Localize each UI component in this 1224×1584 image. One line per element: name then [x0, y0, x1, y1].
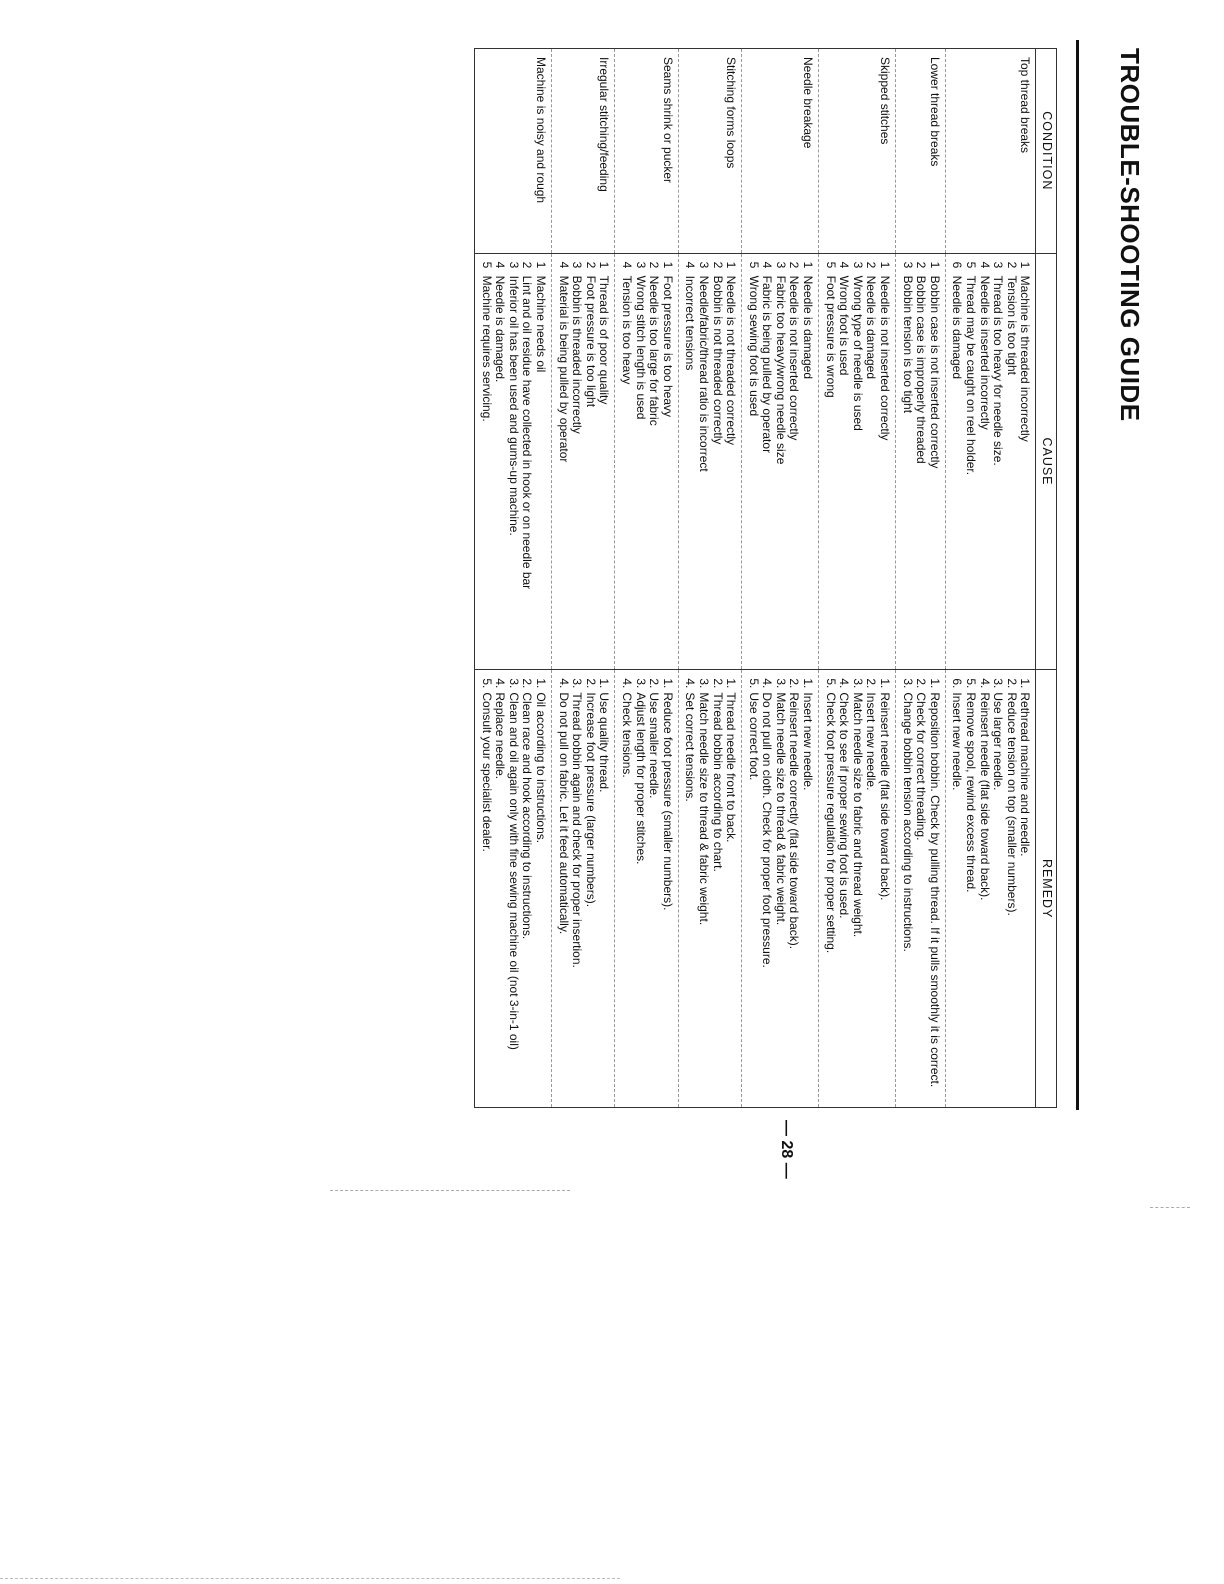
item-text: Needle is not threaded correctly: [724, 275, 739, 446]
cause-item: [1018, 262, 1032, 662]
item-text: Machine requires servicing.: [479, 275, 494, 422]
remedy-item: [724, 678, 738, 1099]
item-number: 1.: [597, 678, 612, 689]
remedy-item: [977, 678, 991, 1099]
cause-cell: [552, 253, 615, 670]
item-number: 1: [534, 261, 548, 269]
item-text: Insert new needle.: [950, 692, 965, 791]
item-text: Needle is damaged: [950, 275, 965, 380]
remedy-item: [660, 678, 674, 1099]
table-row: [615, 49, 678, 1108]
cause-item: [864, 262, 878, 662]
item-text: Foot pressure is too heavy: [660, 275, 675, 418]
item-text: Needle is damaged: [864, 275, 879, 380]
item-number: 1.: [724, 678, 739, 689]
remedy-item: [773, 678, 787, 1099]
item-number: 2: [583, 261, 598, 269]
item-text: Tension is too heavy: [619, 275, 634, 385]
item-number: 2: [864, 261, 879, 269]
item-number: 3.: [991, 678, 1006, 689]
cause-item: [583, 262, 597, 662]
condition-cell: Skipped stitches: [819, 49, 896, 254]
title-rule: [1076, 40, 1079, 1110]
item-number: 2: [520, 261, 535, 269]
remedy-item: [710, 678, 724, 1099]
item-text: Replace needle.: [493, 692, 508, 780]
cause-cell: [945, 253, 1036, 670]
cause-cell: [615, 253, 678, 670]
scan-artifact-line: [330, 1190, 570, 1191]
cause-item: [660, 262, 674, 662]
item-text: Bobbin tension is too tight: [900, 275, 915, 414]
item-number: 1.: [878, 678, 893, 689]
item-number: 1: [801, 261, 816, 269]
cause-item: [696, 262, 710, 662]
item-number: 2: [647, 261, 662, 269]
item-number: 2.: [647, 678, 662, 689]
remedy-item: [801, 678, 815, 1099]
item-text: Thread is too heavy for needle size.: [991, 275, 1006, 466]
item-number: 4: [760, 261, 775, 269]
item-number: 3: [696, 261, 711, 269]
item-number: 4.: [760, 678, 775, 689]
item-number: 5.: [479, 678, 494, 689]
cause-item: [493, 262, 507, 662]
cause-item: [570, 262, 584, 662]
cause-item: [710, 262, 724, 662]
item-text: Needle is not inserted correctly: [787, 275, 802, 441]
item-number: 5: [479, 261, 494, 269]
item-text: Use quality thread.: [597, 692, 612, 793]
item-number: 3: [633, 261, 648, 269]
item-number: 1.: [534, 678, 548, 689]
item-text: Thread may be caught on reel holder.: [964, 275, 979, 476]
remedy-item: [850, 678, 864, 1099]
item-text: Do not pull on fabric. Let it feed automatically.: [556, 692, 571, 935]
item-number: 1: [878, 261, 893, 269]
item-text: Needle/fabric/thread ratio is incorrect: [696, 275, 711, 472]
item-text: Use larger needle.: [991, 692, 1006, 791]
item-number: 4: [493, 261, 508, 269]
scan-artifact-line: [0, 1578, 620, 1579]
item-text: Fabric is being pulled by operator: [760, 275, 775, 454]
cause-item: [914, 262, 928, 662]
remedy-cell: [819, 670, 896, 1108]
condition-header: CONDITION: [1036, 49, 1057, 254]
item-text: Reinsert needle (flat side toward back).: [977, 692, 992, 901]
item-number: 2: [787, 261, 802, 269]
condition-cell: Irregular stitching/feeding: [552, 49, 615, 254]
item-number: 5: [964, 261, 979, 269]
item-number: 5: [746, 261, 761, 269]
item-number: 3: [850, 261, 865, 269]
item-number: 3.: [570, 678, 585, 689]
item-text: Foot pressure is too light: [583, 275, 598, 408]
item-number: 1.: [927, 678, 942, 689]
item-text: Reduce tension on top (smaller numbers).: [1004, 692, 1019, 916]
item-text: Inferior oil has been used and gums-up machine.: [506, 275, 521, 536]
cause-cell: [678, 253, 741, 670]
item-number: 3.: [696, 678, 711, 689]
remedy-cell: [945, 670, 1036, 1108]
item-number: 6.: [950, 678, 965, 689]
scan-artifact-line: [1150, 1207, 1190, 1208]
item-number: 3.: [850, 678, 865, 689]
item-number: 5.: [964, 678, 979, 689]
item-text: Thread bobbin again and check for proper insertion.: [570, 692, 585, 968]
remedy-item: [963, 678, 977, 1099]
remedy-item: [787, 678, 801, 1099]
item-text: Wrong type of needle is used: [850, 275, 865, 431]
remedy-item: [647, 678, 661, 1099]
item-text: Thread bobbin according to chart.: [710, 692, 725, 872]
item-text: Adjust length for proper stitches.: [633, 692, 648, 865]
item-number: 2: [1004, 261, 1019, 269]
item-text: Change bobbin tension according to instructions.: [900, 692, 915, 952]
table-body: [475, 49, 1036, 1108]
cause-item: [900, 262, 914, 662]
cause-item: [760, 262, 774, 662]
item-text: Reduce foot pressure (smaller numbers).: [660, 692, 675, 911]
remedy-item: [683, 678, 697, 1099]
item-number: 4: [977, 261, 992, 269]
item-number: 2.: [864, 678, 879, 689]
item-number: 3.: [633, 678, 648, 689]
cause-cell: [742, 253, 819, 670]
item-text: Machine needs oil: [534, 275, 548, 373]
item-text: Match needle size to fabric and thread weight.: [850, 692, 865, 938]
item-number: 2: [710, 261, 725, 269]
remedy-cell: [742, 670, 819, 1108]
cause-cell: [896, 253, 946, 670]
remedy-item: [760, 678, 774, 1099]
item-number: 2.: [520, 678, 535, 689]
cause-item: [877, 262, 891, 662]
cause-item: [773, 262, 787, 662]
item-text: Check tensions.: [619, 692, 634, 778]
item-number: 1.: [660, 678, 675, 689]
cause-item: [746, 262, 760, 662]
item-text: Wrong stitch length is used: [633, 275, 648, 420]
remedy-item: [520, 678, 534, 1099]
cause-item: [850, 262, 864, 662]
remedy-item: [556, 678, 570, 1099]
item-text: Wrong foot is used: [837, 275, 852, 376]
condition-cell: Lower thread breaks: [896, 49, 946, 254]
cause-item: [991, 262, 1005, 662]
cause-item: [647, 262, 661, 662]
remedy-item: [619, 678, 633, 1099]
condition-cell: Seams shrink or pucker: [615, 49, 678, 254]
remedy-header: REMEDY: [1036, 670, 1057, 1108]
item-text: Set correct tensions.: [683, 692, 698, 802]
remedy-item: [1004, 678, 1018, 1099]
item-text: Material is being pulled by operator: [556, 275, 571, 463]
remedy-item: [823, 678, 837, 1099]
item-number: 2: [914, 261, 929, 269]
item-number: 2.: [914, 678, 929, 689]
item-text: Do not pull on cloth. Check for proper foot pressure.: [760, 692, 775, 968]
item-number: 2.: [583, 678, 598, 689]
item-text: Match needle size to thread & fabric weight.: [696, 692, 711, 926]
item-text: Needle is damaged: [801, 275, 816, 380]
remedy-item: [570, 678, 584, 1099]
item-text: Use correct foot.: [746, 692, 761, 781]
remedy-item: [506, 678, 520, 1099]
item-number: 3.: [900, 678, 915, 689]
item-text: Machine is threaded incorrectly: [1018, 275, 1033, 442]
table-row: [552, 49, 615, 1108]
table-row: [896, 49, 946, 1108]
cause-item: [533, 262, 547, 662]
item-number: 6: [950, 261, 965, 269]
cause-item: [619, 262, 633, 662]
remedy-item: [533, 678, 547, 1099]
item-number: 4.: [683, 678, 698, 689]
remedy-cell: [475, 670, 552, 1108]
remedy-cell: [678, 670, 741, 1108]
table-row: [475, 49, 552, 1108]
item-text: Remove spool, rewind excess thread.: [964, 692, 979, 893]
item-text: Match needle size to thread & fabric weight.: [773, 692, 788, 926]
cause-item: [823, 262, 837, 662]
remedy-item: [837, 678, 851, 1099]
cause-item: [963, 262, 977, 662]
item-text: Increase foot pressure (larger numbers).: [583, 692, 598, 908]
item-text: Rethread machine and needle.: [1018, 692, 1033, 857]
remedy-item: [950, 678, 964, 1099]
cause-item: [683, 262, 697, 662]
remedy-item: [633, 678, 647, 1099]
item-text: Bobbin case is improperly threaded: [914, 275, 929, 464]
item-text: Needle is too large for fabric: [647, 275, 662, 426]
page-title: TROUBLE-SHOOTING GUIDE: [1115, 48, 1145, 422]
item-text: Lint and oil residue have collected in hook or on needle bar: [520, 275, 535, 590]
cause-item: [977, 262, 991, 662]
remedy-item: [479, 678, 493, 1099]
item-number: 1: [660, 261, 675, 269]
remedy-item: [991, 678, 1005, 1099]
remedy-cell: [615, 670, 678, 1108]
item-text: Needle is inserted incorrectly: [977, 275, 992, 430]
item-text: Thread needle front to back.: [724, 692, 739, 843]
item-text: Tension is too tight: [1004, 275, 1019, 376]
remedy-item: [927, 678, 941, 1099]
item-number: 2.: [787, 678, 802, 689]
item-number: 1: [597, 261, 612, 269]
remedy-item: [900, 678, 914, 1099]
table-header: [1036, 49, 1057, 1108]
item-number: 1: [927, 261, 942, 269]
cause-item: [787, 262, 801, 662]
cause-item: [597, 262, 611, 662]
item-text: Needle is not inserted correctly: [878, 275, 893, 441]
remedy-item: [914, 678, 928, 1099]
item-number: 4: [556, 261, 571, 269]
item-number: 4.: [493, 678, 508, 689]
item-number: 3: [506, 261, 521, 269]
remedy-item: [696, 678, 710, 1099]
page-number: — 28 —: [778, 1120, 795, 1179]
item-number: 4: [619, 261, 634, 269]
remedy-item: [877, 678, 891, 1099]
remedy-item: [597, 678, 611, 1099]
item-number: 4: [683, 261, 698, 269]
cause-cell: [819, 253, 896, 670]
item-number: 5: [823, 261, 838, 269]
table-row: [678, 49, 741, 1108]
header-row: [1036, 49, 1057, 1108]
item-text: Clean and oil again only with fine sewing machine oil (not 3-in-1 oil): [506, 692, 521, 1050]
condition-cell: Needle breakage: [742, 49, 819, 254]
item-text: Foot pressure is wrong: [823, 275, 838, 398]
cause-cell: [475, 253, 552, 670]
item-text: Clean race and hook according to instructions.: [520, 692, 535, 940]
item-number: 2.: [710, 678, 725, 689]
cause-item: [801, 262, 815, 662]
item-text: Bobbin case is not inserted correctly: [927, 275, 942, 469]
item-text: Reposition bobbin. Check by pulling thread. If it pulls smoothly it is correct.: [927, 692, 942, 1088]
item-text: Check foot pressure regulation for proper setting.: [823, 692, 838, 954]
item-text: Oil according to instructions.: [534, 692, 548, 844]
item-number: 5.: [746, 678, 761, 689]
cause-item: [1004, 262, 1018, 662]
table-row: [945, 49, 1036, 1108]
remedy-cell: [896, 670, 946, 1108]
cause-item: [837, 262, 851, 662]
item-text: Check to see if proper sewing foot is used.: [837, 692, 852, 919]
cause-item: [506, 262, 520, 662]
cause-item: [520, 262, 534, 662]
cause-item: [479, 262, 493, 662]
item-number: 1.: [801, 678, 816, 689]
remedy-cell: [552, 670, 615, 1108]
item-number: 2.: [1004, 678, 1019, 689]
cause-item: [927, 262, 941, 662]
item-text: Insert new needle.: [801, 692, 816, 791]
remedy-item: [583, 678, 597, 1099]
remedy-item: [1018, 678, 1032, 1099]
cause-header: CAUSE: [1036, 253, 1057, 670]
item-number: 1: [1018, 261, 1033, 269]
item-number: 1: [724, 261, 739, 269]
cause-item: [556, 262, 570, 662]
item-text: Incorrect tensions: [683, 275, 698, 371]
item-number: 4: [837, 261, 852, 269]
cause-item: [633, 262, 647, 662]
item-text: Needle is damaged.: [493, 275, 508, 383]
item-number: 4.: [619, 678, 634, 689]
item-number: 3: [900, 261, 915, 269]
item-number: 4.: [977, 678, 992, 689]
item-text: Reinsert needle correctly (flat side toward back).: [787, 692, 802, 950]
item-text: Check for correct threading.: [914, 692, 929, 841]
item-text: Thread is of poor quality: [597, 275, 612, 405]
item-number: 5.: [823, 678, 838, 689]
trouble-shooting-page: [445, 40, 1145, 1180]
item-number: 3: [570, 261, 585, 269]
table-row: [742, 49, 819, 1108]
item-number: 1.: [1018, 678, 1033, 689]
remedy-item: [493, 678, 507, 1099]
item-text: Insert new needle.: [864, 692, 879, 791]
item-text: Use smaller needle.: [647, 692, 662, 799]
condition-cell: Stitching forms loops: [678, 49, 741, 254]
item-text: Bobbin is not threaded correctly: [710, 275, 725, 445]
cause-item: [950, 262, 964, 662]
remedy-item: [746, 678, 760, 1099]
item-text: Bobbin is threaded incorrectly: [570, 275, 585, 434]
item-text: Reinsert needle (flat side toward back).: [878, 692, 893, 901]
item-number: 3.: [773, 678, 788, 689]
table-row: [819, 49, 896, 1108]
cause-item: [724, 262, 738, 662]
item-number: 4.: [837, 678, 852, 689]
condition-cell: Machine is noisy and rough: [475, 49, 552, 254]
condition-cell: Top thread breaks: [945, 49, 1036, 254]
item-text: Wrong sewing foot is used: [746, 275, 761, 417]
item-number: 3.: [506, 678, 521, 689]
remedy-item: [864, 678, 878, 1099]
item-number: 3: [991, 261, 1006, 269]
item-number: 3: [773, 261, 788, 269]
trouble-shooting-table: [474, 48, 1057, 1108]
item-text: Fabric too heavy/wrong needle size: [773, 275, 788, 465]
item-number: 4.: [556, 678, 571, 689]
item-text: Consult your specialist dealer.: [479, 692, 494, 852]
